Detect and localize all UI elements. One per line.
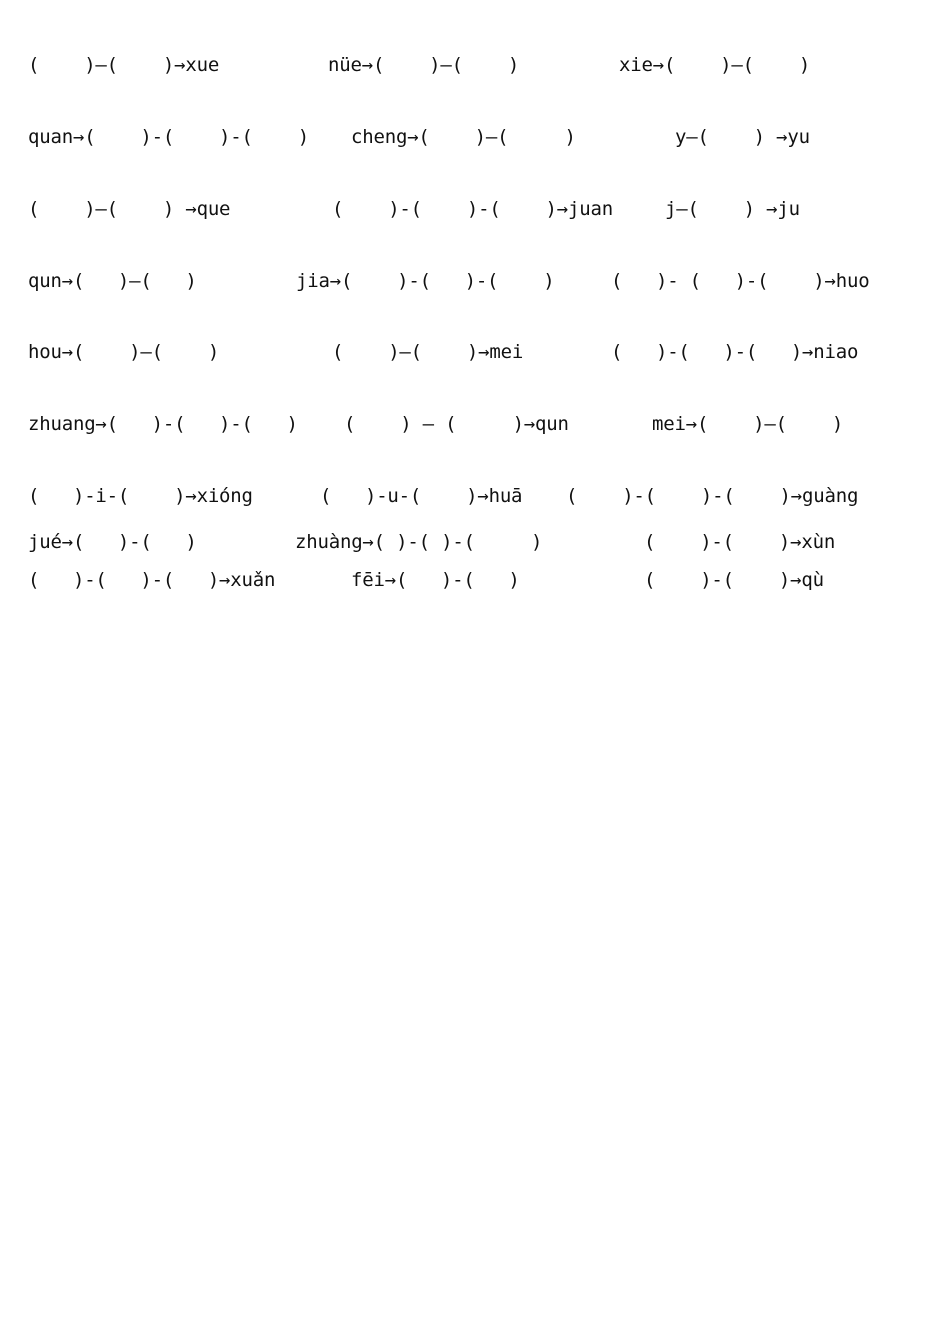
exercise-item: jué→( )-( ) xyxy=(28,531,197,553)
exercise-item: y—( ) →yu xyxy=(675,126,810,148)
exercise-item: ( ) — ( )→qun xyxy=(344,413,569,435)
exercise-row-2 xyxy=(0,122,950,152)
exercise-row-6 xyxy=(0,409,950,439)
exercise-item: j—( ) →ju xyxy=(665,198,800,220)
exercise-item: quan→( )-( )-( ) xyxy=(28,126,309,148)
exercise-item: ( )—( )→xue xyxy=(28,54,220,76)
exercise-item: ( )-i-( )→xióng xyxy=(28,485,253,507)
exercise-item: ( )-( )-( )→guàng xyxy=(566,485,859,507)
exercise-item: ( )—( )→mei xyxy=(332,341,524,363)
exercise-item: ( )-( )-( )→xuǎn xyxy=(28,569,276,591)
exercise-item: ( )-( )→qù xyxy=(644,569,824,591)
exercise-item: xie→( )—( ) xyxy=(619,54,811,76)
exercise-item: jia→( )-( )-( ) xyxy=(296,270,555,292)
exercise-item: nüe→( )—( ) xyxy=(328,54,520,76)
exercise-item: ( )—( ) →que xyxy=(28,198,231,220)
exercise-item: ( )-( )→xùn xyxy=(644,531,836,553)
exercise-row-5 xyxy=(0,337,950,367)
exercise-row-9 xyxy=(0,565,950,595)
exercise-row-3 xyxy=(0,194,950,224)
exercise-item: mei→( )—( ) xyxy=(652,413,844,435)
exercise-item: ( )-u-( )→huā xyxy=(320,485,523,507)
exercise-item: hou→( )—( ) xyxy=(28,341,220,363)
exercise-item: zhuang→( )-( )-( ) xyxy=(28,413,298,435)
exercise-item: fēi→( )-( ) xyxy=(351,569,520,591)
exercise-item: ( )-( )-( )→niao xyxy=(611,341,859,363)
exercise-row-8 xyxy=(0,527,950,557)
exercise-row-1 xyxy=(0,50,950,80)
exercise-item: ( )-( )-( )→juan xyxy=(332,198,613,220)
exercise-item: cheng→( )—( ) xyxy=(351,126,576,148)
exercise-item: zhuàng→( )-( )-( ) xyxy=(295,531,543,553)
exercise-item: ( )- ( )-( )→huo xyxy=(611,270,870,292)
exercise-row-7 xyxy=(0,481,950,511)
exercise-item: qun→( )—( ) xyxy=(28,270,197,292)
exercise-row-4 xyxy=(0,266,950,296)
